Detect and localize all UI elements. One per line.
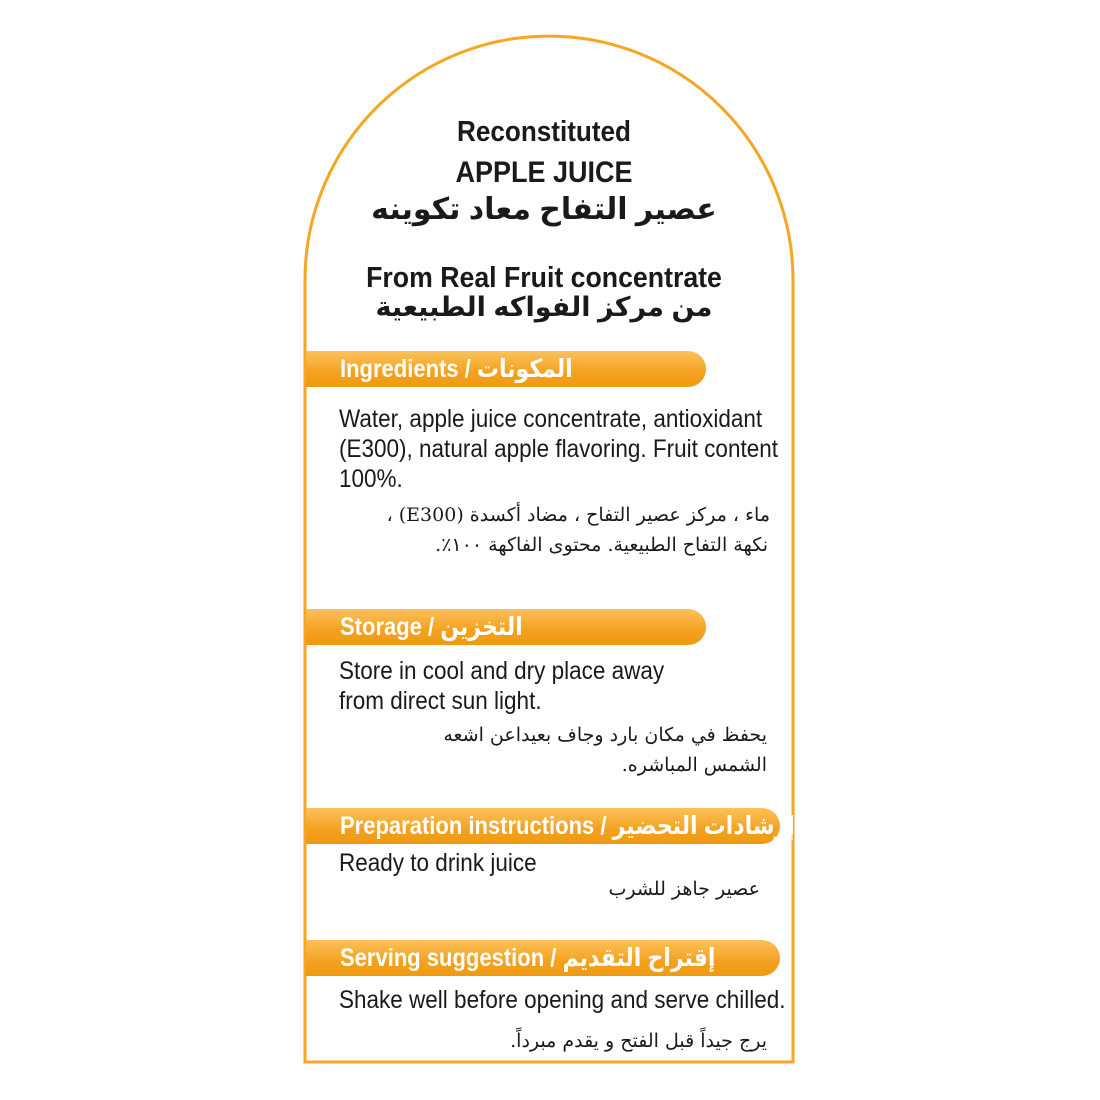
storage-heading: Storage / التخزين [340,613,523,641]
ingredients-arabic-line-1: ماء ، مركز عصير التفاح ، مضاد أكسدة (E300) ، [386,504,770,526]
ingredients-heading: Ingredients / المكونات [340,355,573,383]
product-subtitle-arabic: من مركز الفواكه الطبيعية [375,292,713,322]
storage-arabic-line-1: يحفظ في مكان بارد وجاف بعيداعن اشعه [443,724,767,746]
serving-text: Shake well before opening and serve chilled. [339,986,786,1014]
ingredients-text-line-2: (E300), natural apple flavoring. Fruit content [339,435,779,463]
preparation-heading: Preparation instructions / إرشادات التحضير [340,812,795,840]
preparation-text: Ready to drink juice [339,849,537,877]
preparation-arabic: عصير جاهز للشرب [608,878,760,900]
product-descriptor: Reconstituted [456,116,632,148]
ingredients-text-line-3: 100%. [339,465,403,493]
ingredients-text-line-1: Water, apple juice concentrate, antioxidant [339,405,763,433]
storage-text-line-1: Store in cool and dry place away [339,657,665,685]
serving-arabic: يرج جيداً قبل الفتح و يقدم مبرداً. [510,1030,767,1052]
storage-text-line-2: from direct sun light. [339,687,542,715]
product-name-arabic: عصير التفاح معاد تكوينه [371,193,717,226]
serving-heading: Serving suggestion / إقتراح التقديم [340,944,716,972]
product-subtitle: From Real Fruit concentrate [366,262,722,294]
storage-arabic-line-2: الشمس المباشره. [621,754,767,776]
ingredients-arabic-line-2: نكهة التفاح الطبيعية. محتوى الفاكهة ١٠٠٪. [435,534,768,556]
product-name: APPLE JUICE [455,156,633,189]
